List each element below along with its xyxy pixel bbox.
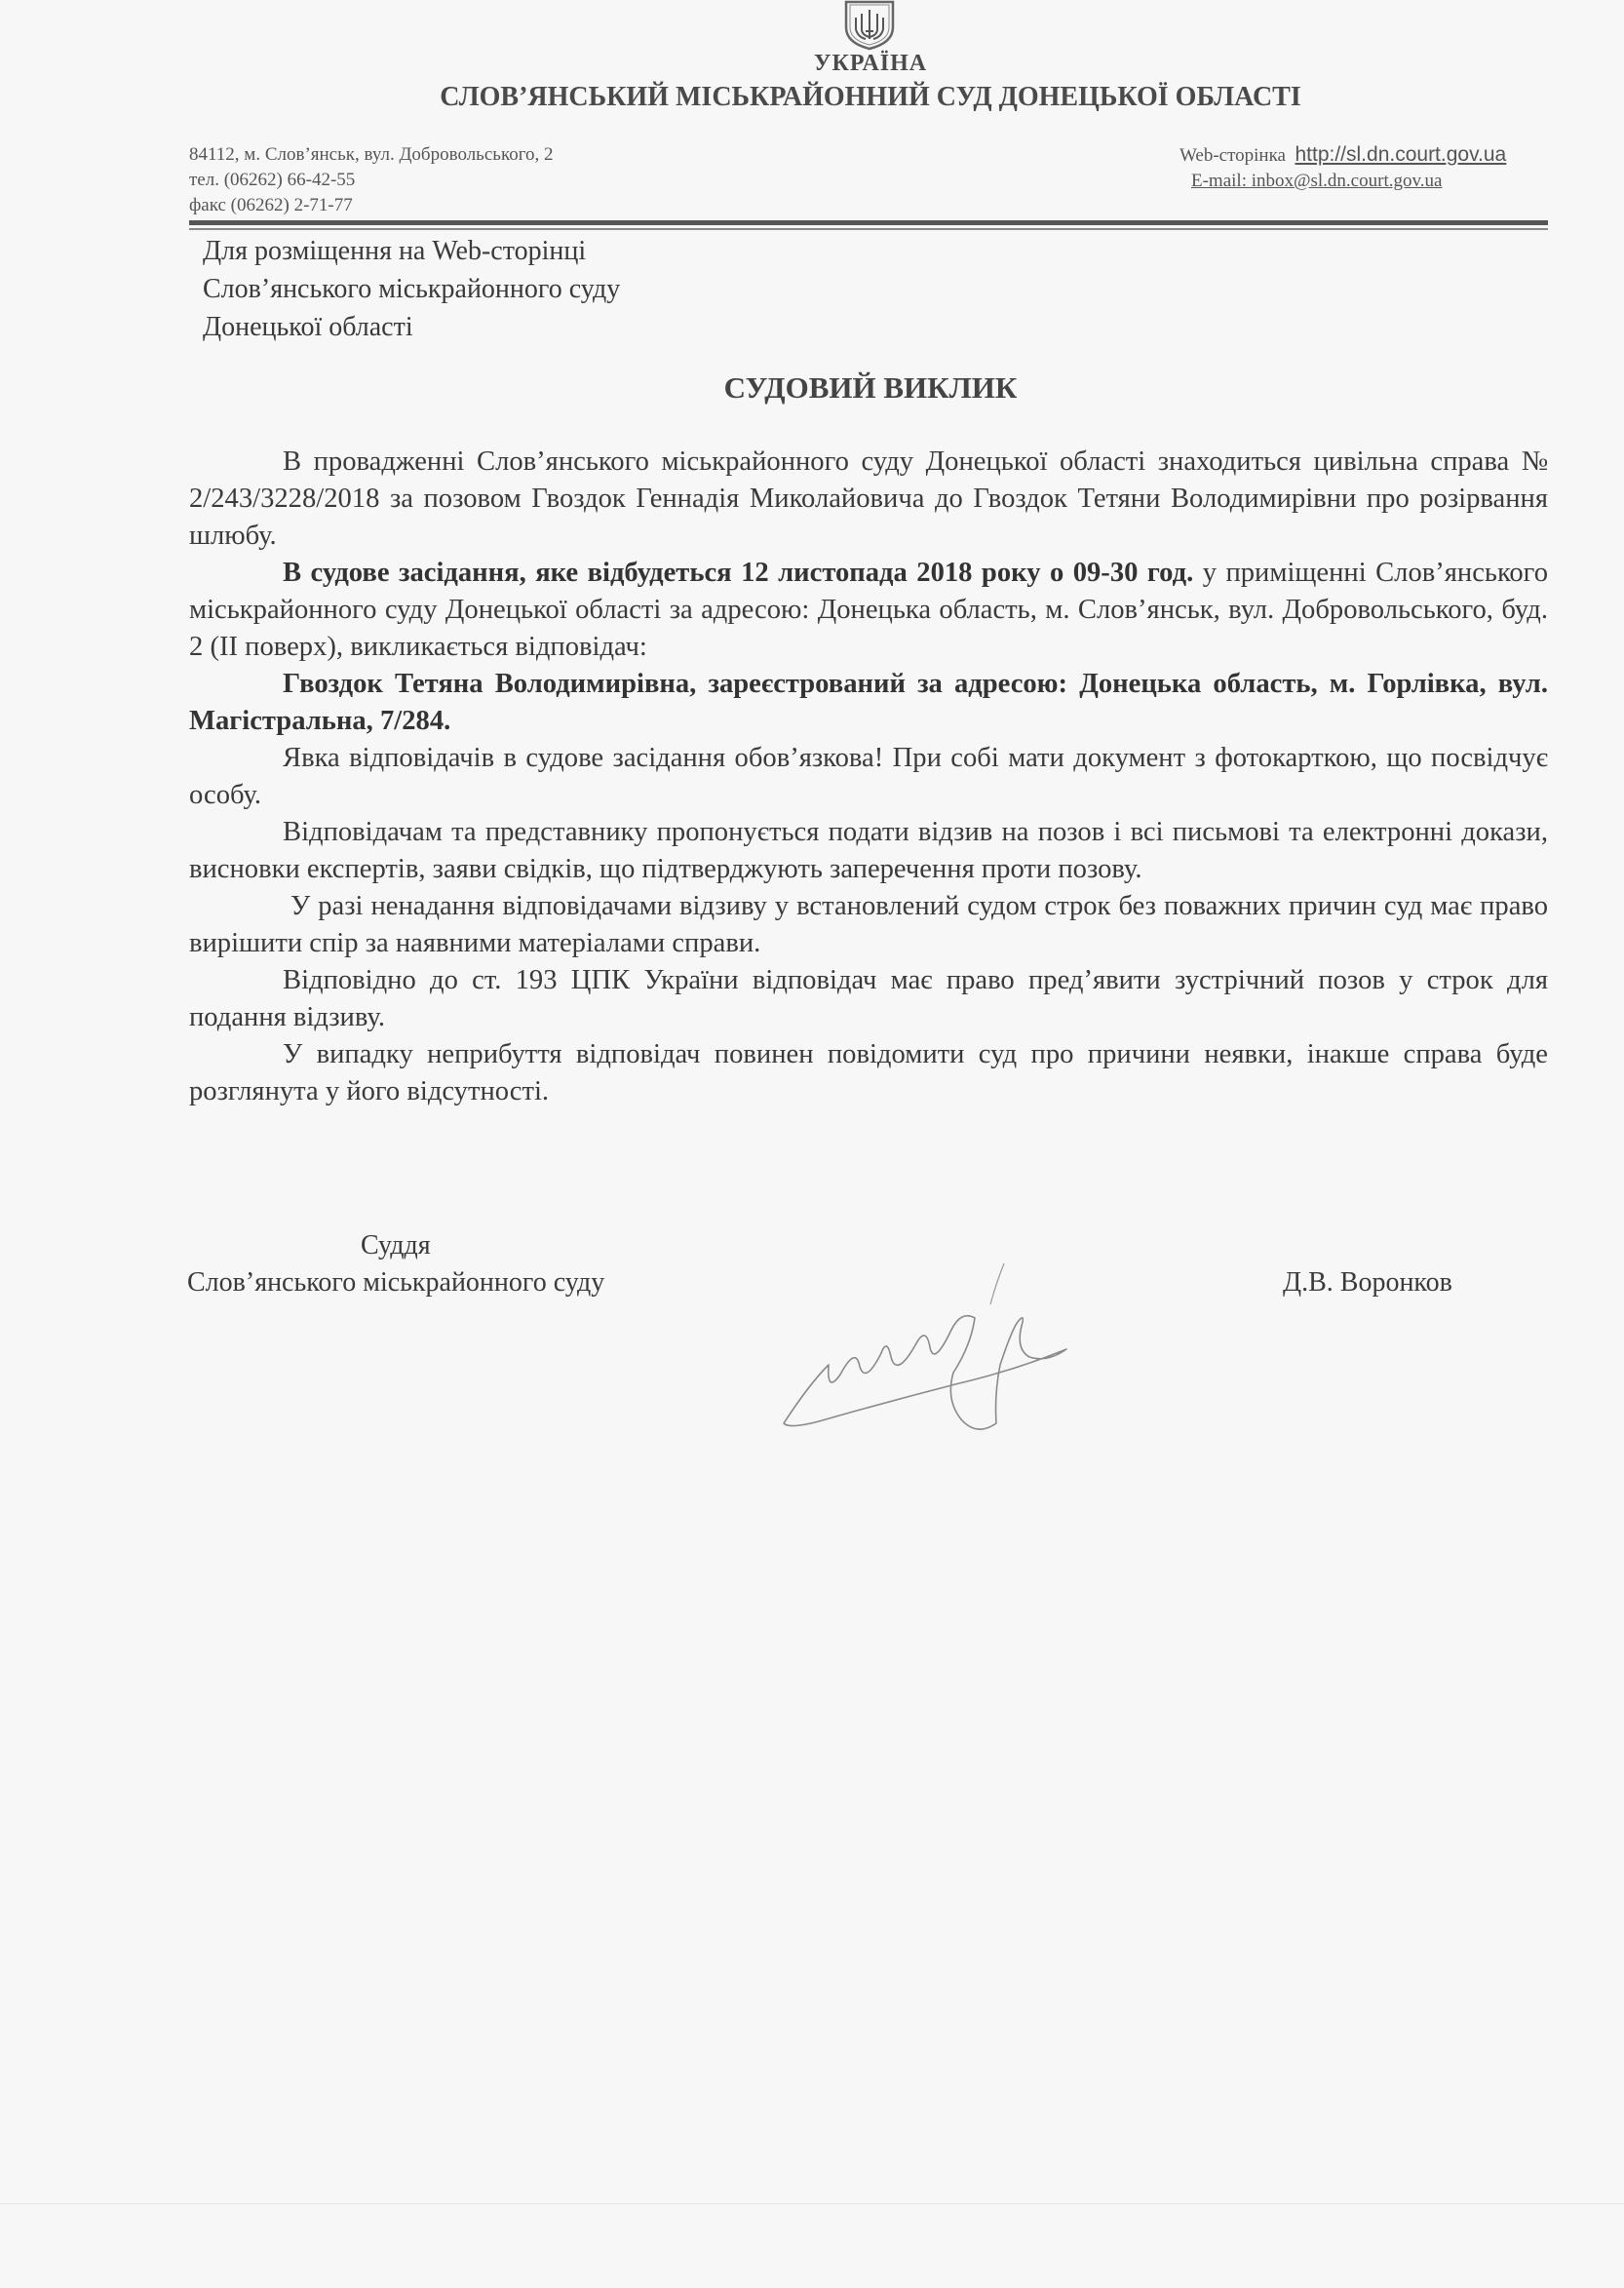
paragraph-hearing (189, 555, 1548, 666)
recipient-line: Слов’янського міськрайонного суду (203, 274, 621, 304)
judge-name: Д.В. Воронков (1283, 1267, 1452, 1298)
paragraph-defendant (189, 666, 1548, 740)
court-phone: тел. (06262) 66-42-55 (189, 170, 356, 190)
defendant-bold: Гвоздок Тетяна Володимирівна, зареєстрований за адресою: Донецька область, м. Горлівка, вул. Магістральна, 7/284. (189, 669, 1548, 736)
court-contacts (189, 142, 554, 218)
recipient-line: Донецької області (203, 312, 413, 342)
paragraph-counterclaim: Відповідно до ст. 193 ЦПК України відповідач має право пред’явити зустрічний позов у строк для подання відзиву. (189, 965, 1548, 1032)
paragraph-attendance: Явка відповідачів в судове засідання обов’язкова! При собі мати документ з фотокарткою, що посвідчує особу. (189, 743, 1548, 810)
hearing-location: у приміщенні Слов’янського міськрайонного суду Донецької області за адресою: Донецька область, м. Слов’янськ, вул. Добровольського, буд. 2 (ІІ поверх), викликається відповідач: (189, 558, 1548, 662)
hearing-date-bold: В судове засідання, яке відбудеться 12 листопада 2018 року о 09-30 год. (283, 558, 1194, 588)
court-online-contacts (1179, 142, 1506, 194)
country-heading: УКРАЇНА (813, 51, 928, 76)
document-title: СУДОВИЙ ВИКЛИК (723, 370, 1018, 405)
email-row (1179, 169, 1506, 194)
header-divider-thin (189, 228, 1548, 230)
trident-coat-of-arms-icon (840, 0, 899, 51)
web-label: Web-сторінка (1179, 145, 1286, 166)
summons-body (189, 444, 1548, 1110)
court-name-heading: СЛОВ’ЯНСЬКИЙ МІСЬКРАЙОННИЙ СУД ДОНЕЦЬКОЇ ОБЛАСТІ (440, 82, 1301, 112)
judge-title: Суддя (361, 1230, 431, 1260)
paragraph-case: В провадженні Слов’янського міськрайонного суду Донецької області знаходиться цивільна справа № 2/243/3228/2018 за позовом Гвоздок Геннадія Миколайовича до Гвоздок Тетяни Володимирівни про розірвання шлюбу. (189, 446, 1548, 551)
court-address: 84112, м. Слов’янськ, вул. Добровольського, 2 (189, 144, 554, 165)
recipient-line: Для розміщення на Web-сторінці (203, 236, 587, 266)
judge-court: Слов’янського міськрайонного суду (187, 1267, 605, 1298)
web-url-link[interactable]: http://sl.dn.court.gov.ua (1295, 143, 1507, 166)
header-divider-thick (189, 220, 1548, 225)
recipient-block (203, 232, 620, 346)
handwritten-signature-icon (770, 1228, 1082, 1443)
paragraph-no-response: У разі ненадання відповідачами відзиву у встановлений судом строк без поважних причин суд має право вирішити спір за наявними матеріалами справи. (189, 891, 1548, 958)
court-fax: факс (06262) 2-71-77 (189, 195, 353, 215)
scan-edge-line (0, 2203, 1624, 2204)
paragraph-absence: У випадку неприбуття відповідач повинен повідомити суд про причини неявки, інакше справа буде розглянута у його відсутності. (189, 1039, 1548, 1106)
email-link[interactable]: E-mail: inbox@sl.dn.court.gov.ua (1191, 171, 1443, 191)
web-row (1179, 142, 1506, 169)
paragraph-response: Відповідачам та представнику пропонується подати відзив на позов і всі письмові та електронні докази, висновки експертів, заяви свідків, що підтверджують заперечення проти позову. (189, 817, 1548, 884)
